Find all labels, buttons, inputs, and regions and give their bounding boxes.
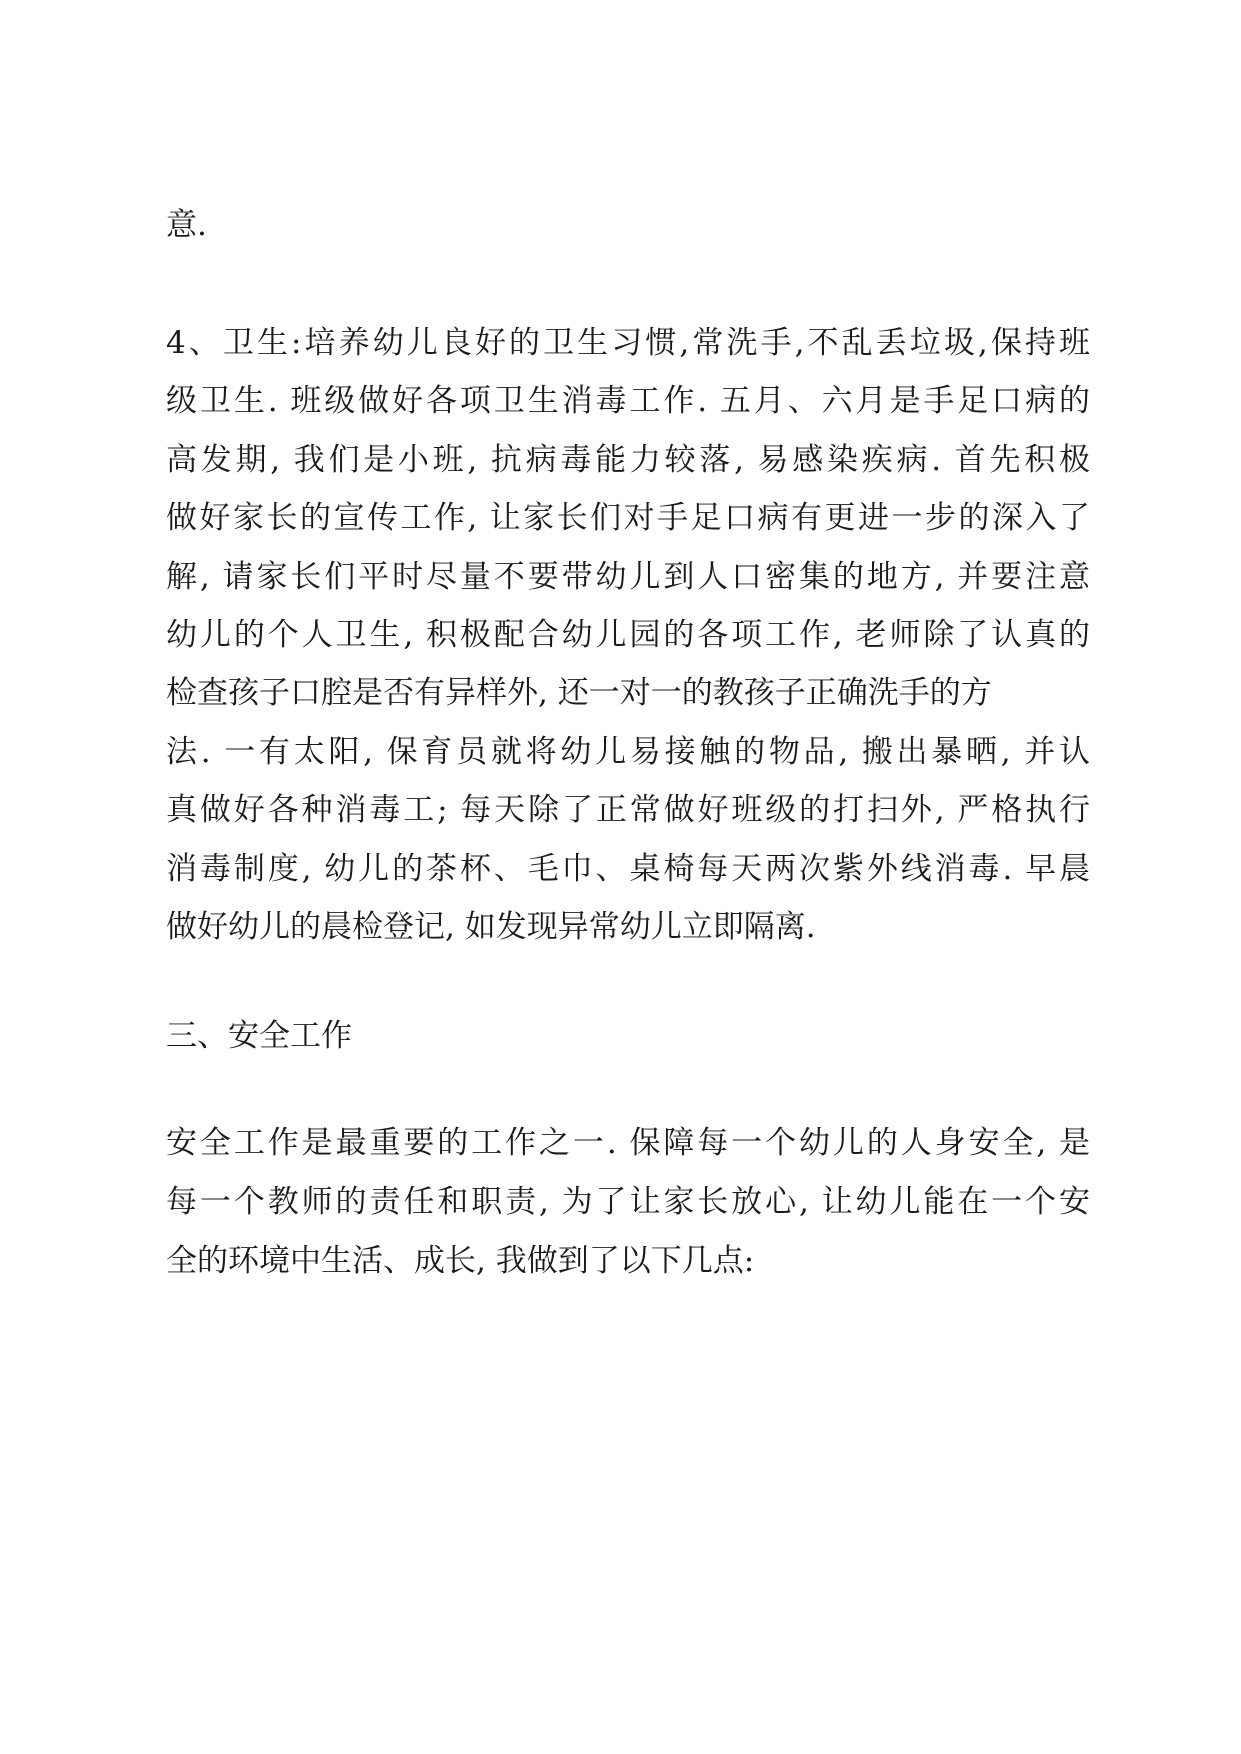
paragraph-line: 4、卫生:培养幼儿良好的卫生习惯,常洗手,不乱丢垃圾,保持班 — [166, 325, 1090, 361]
paragraph-line: 安全工作是最重要的工作之一. 保障每一个幼儿的人身安全, 是 — [166, 1125, 1090, 1161]
paragraph-line: 检查孩子口腔是否有异样外, 还一对一的教孩子正确洗手的方 — [166, 675, 992, 711]
paragraph-fragment: 意. — [166, 207, 207, 243]
paragraph-line: 消毒制度, 幼儿的茶杯、毛巾、桌椅每天两次紫外线消毒. 早晨 — [166, 851, 1090, 887]
paragraph-line: 高发期, 我们是小班, 抗病毒能力较落, 易感染疾病. 首先积极 — [166, 442, 1090, 478]
paragraph-line: 全的环境中生活、成长, 我做到了以下几点: — [166, 1243, 755, 1279]
paragraph-line: 解, 请家长们平时尽量不要带幼儿到人口密集的地方, 并要注意 — [166, 559, 1090, 595]
paragraph-line: 每一个教师的责任和职责, 为了让家长放心, 让幼儿能在一个安 — [166, 1184, 1090, 1220]
paragraph-line: 做好幼儿的晨检登记, 如发现异常幼儿立即隔离. — [166, 909, 816, 945]
paragraph-line: 做好家长的宣传工作, 让家长们对手足口病有更进一步的深入了 — [166, 500, 1090, 536]
section-heading: 三、安全工作 — [166, 1018, 352, 1054]
paragraph-line: 幼儿的个人卫生, 积极配合幼儿园的各项工作, 老师除了认真的 — [166, 617, 1090, 653]
paragraph-line: 法. 一有太阳, 保育员就将幼儿易接触的物品, 搬出暴晒, 并认 — [166, 734, 1090, 770]
paragraph-line: 真做好各种消毒工; 每天除了正常做好班级的打扫外, 严格执行 — [166, 792, 1090, 828]
paragraph-line: 级卫生. 班级做好各项卫生消毒工作. 五月、六月是手足口病的 — [166, 383, 1090, 419]
